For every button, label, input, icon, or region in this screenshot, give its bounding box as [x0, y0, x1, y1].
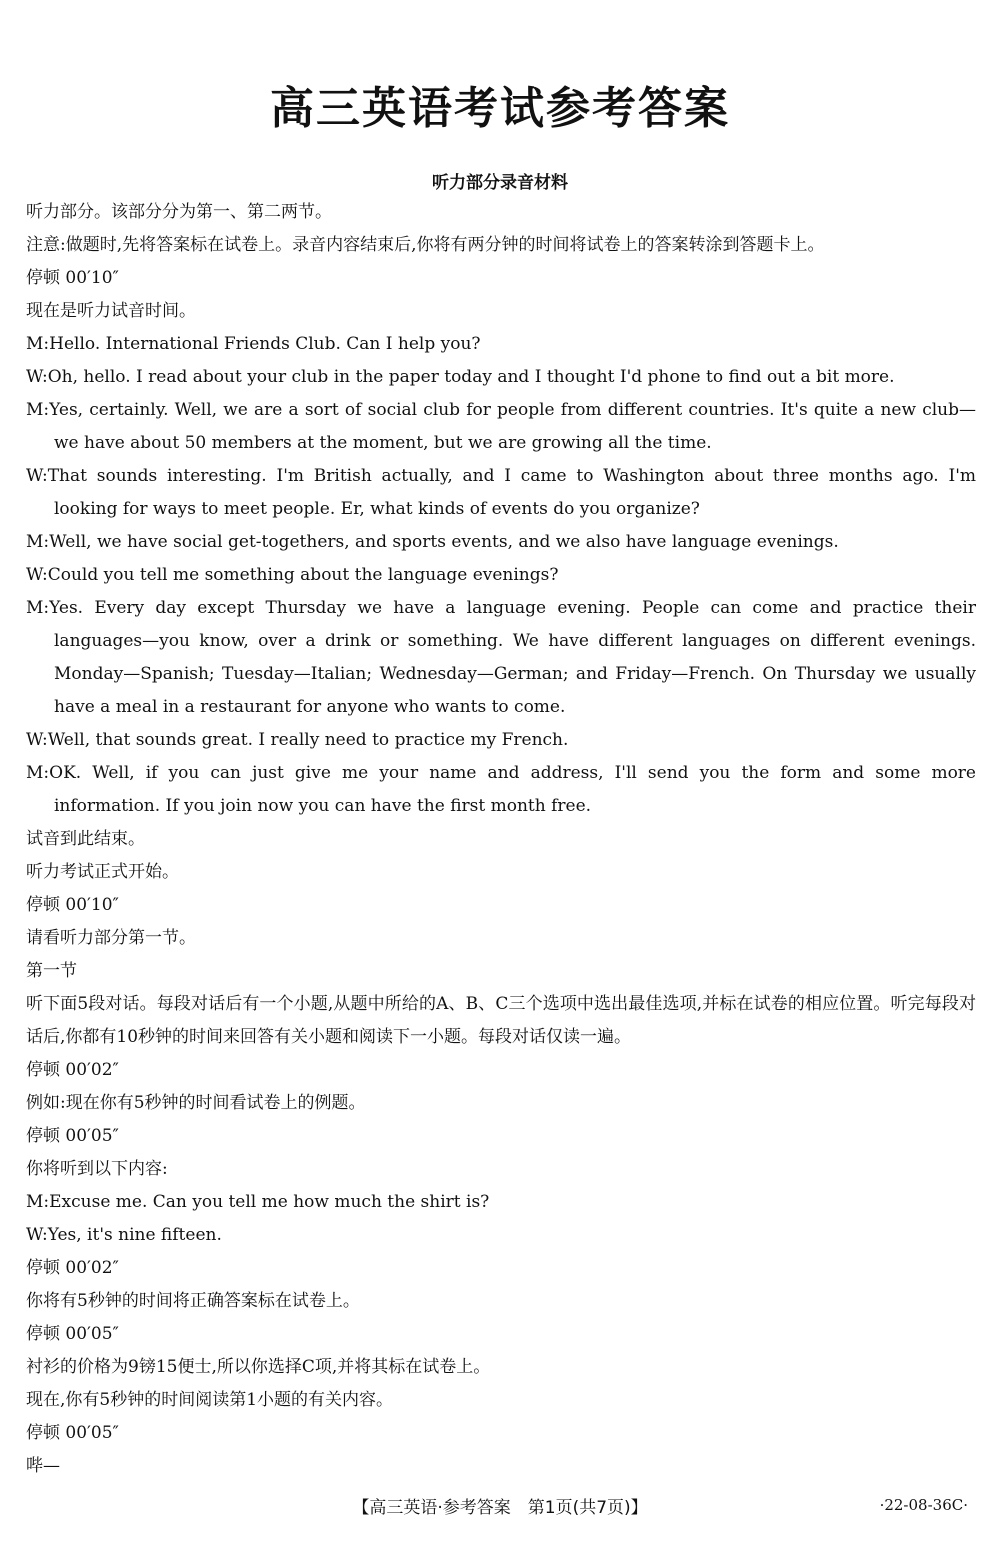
text-line: 停顿 00′05″	[26, 1423, 119, 1443]
dialogue-line: M:Hello. International Friends Club. Can I help you?	[26, 334, 481, 354]
dialogue-line: M:Well, we have social get-togethers, and sports events, and we also have language evenings.	[26, 532, 839, 552]
dialogue-line: W:Could you tell me something about the language evenings?	[26, 565, 559, 585]
text-line: 现在是听力试音时间。	[26, 301, 196, 321]
dialogue-line: W:Yes, it's nine fifteen.	[26, 1225, 222, 1245]
text-line: 注意:做题时,先将答案标在试卷上。录音内容结束后,你将有两分钟的时间将试卷上的答案转涂到答题卡上。	[26, 235, 825, 255]
dialogue-line: W:Well, that sounds great. I really need to practice my French.	[26, 730, 569, 750]
document-code: ·22-08-36C·	[879, 1496, 968, 1514]
text-line: 停顿 00′02″	[26, 1060, 119, 1080]
text-line: 停顿 00′05″	[26, 1126, 119, 1146]
text-line: 你将听到以下内容:	[26, 1159, 168, 1179]
dialogue-line: M:Yes, certainly. Well, we are a sort of social club for people from different countries. It's quite a new club—we have about 50 members at the moment, but we are growing all the time.	[26, 400, 976, 453]
text-line: 现在,你有5秒钟的时间阅读第1小题的有关内容。	[26, 1390, 394, 1410]
text-line: 请看听力部分第一节。	[26, 928, 196, 948]
page-title: 高三英语考试参考答案	[270, 83, 730, 134]
dialogue-line: W:That sounds interesting. I'm British actually, and I came to Washington about three months ago. I'm looking for ways to meet people. Er, what kinds of events do you organize?	[26, 466, 976, 519]
text-line: 你将有5秒钟的时间将正确答案标在试卷上。	[26, 1291, 360, 1311]
text-line: 停顿 00′10″	[26, 268, 119, 288]
text-line: 例如:现在你有5秒钟的时间看试卷上的例题。	[26, 1093, 366, 1113]
text-line: 衬衫的价格为9镑15便士,所以你选择C项,并将其标在试卷上。	[26, 1357, 491, 1377]
text-line: 试音到此结束。	[26, 829, 145, 849]
text-line: 哔—	[26, 1456, 60, 1476]
text-line: 第一节	[26, 961, 77, 981]
text-line: 停顿 00′10″	[26, 895, 119, 915]
text-line: 停顿 00′05″	[26, 1324, 119, 1344]
text-line: 听下面5段对话。每段对话后有一个小题,从题中所给的A、B、C三个选项中选出最佳选项,并标在试卷的相应位置。听完每段对话后,你都有10秒钟的时间来回答有关小题和阅读下一小题。每段对话仅读一遍。	[26, 994, 976, 1047]
section-title: 听力部分录音材料	[432, 173, 568, 193]
page-footer: 【高三英语·参考答案 第1页(共7页)】	[352, 1498, 648, 1518]
document-body	[26, 196, 976, 1483]
dialogue-line: M:Yes. Every day except Thursday we have a language evening. People can come and practice their languages—you know, over a drink or something. We have different languages on different evenings. Monday—Spanish; Tuesday—Italian; Wednesday—German; and Friday—French. On Thursday we usually have a meal in a restaurant for anyone who wants to come.	[26, 598, 976, 717]
text-line: 停顿 00′02″	[26, 1258, 119, 1278]
text-line: 听力考试正式开始。	[26, 862, 179, 882]
text-line: 听力部分。该部分分为第一、第二两节。	[26, 202, 332, 222]
dialogue-line: M:Excuse me. Can you tell me how much the shirt is?	[26, 1192, 490, 1212]
dialogue-line: M:OK. Well, if you can just give me your name and address, I'll send you the form and some more information. If you join now you can have the first month free.	[26, 763, 976, 816]
dialogue-line: W:Oh, hello. I read about your club in the paper today and I thought I'd phone to find out a bit more.	[26, 367, 895, 387]
